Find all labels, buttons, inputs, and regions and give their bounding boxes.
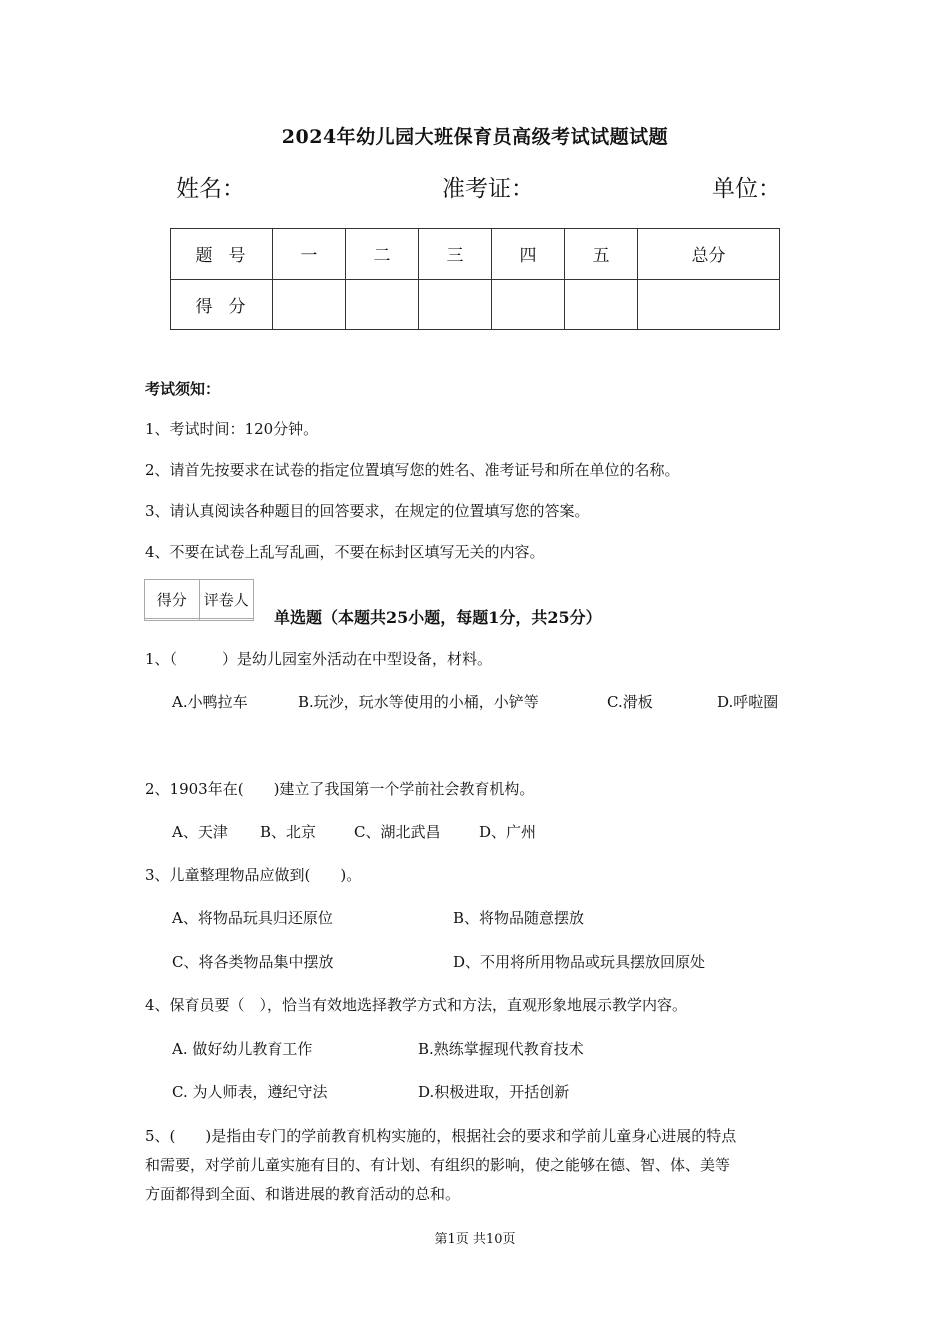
question-3-option-a[interactable]: A、将物品玩具归还原位 — [172, 909, 333, 927]
question-1-option-d[interactable]: D.呼啦圈 — [717, 693, 779, 711]
score-cell[interactable] — [273, 279, 346, 330]
page-footer: 第1页 共10页 — [434, 1232, 516, 1247]
grader-score-label: 得分 — [145, 580, 200, 619]
grader-name-cell[interactable] — [199, 619, 254, 621]
question-2-option-a[interactable]: A、天津 — [172, 823, 228, 841]
notice-item: 1、考试时间：120分钟。 — [145, 420, 319, 438]
question-4-option-c[interactable]: C. 为人师表，遵纪守法 — [172, 1083, 328, 1101]
question-4-stem: 4、保育员要（ ），恰当有效地选择教学方式和方法，直观形象地展示教学内容。 — [145, 996, 688, 1014]
question-3-option-d[interactable]: D、不用将所用物品或玩具摆放回原处 — [453, 953, 706, 971]
question-1-stem: 1、（ ）是幼儿园室外活动在中型设备，材料。 — [145, 650, 493, 668]
grader-name-label: 评卷人 — [199, 580, 254, 619]
notice-item: 2、请首先按要求在试卷的指定位置填写您的姓名、准考证号和所在单位的名称。 — [145, 461, 680, 479]
name-field-label: 姓名： — [176, 176, 245, 202]
score-col-4: 四 — [492, 229, 565, 280]
question-2-option-d[interactable]: D、广州 — [479, 823, 537, 841]
score-table — [170, 228, 780, 330]
notice-item: 4、不要在试卷上乱写乱画，不要在标封区填写无关的内容。 — [145, 543, 545, 561]
unit-field-label: 单位： — [712, 176, 781, 202]
score-col-total: 总分 — [638, 229, 780, 280]
question-1-option-c[interactable]: C.滑板 — [607, 693, 653, 711]
score-cell[interactable] — [565, 279, 638, 330]
score-col-1: 一 — [273, 229, 346, 280]
question-2-option-c[interactable]: C、湖北武昌 — [354, 823, 441, 841]
question-3-option-c[interactable]: C、将各类物品集中摆放 — [172, 953, 334, 971]
score-table-score-row — [171, 279, 780, 330]
score-col-2: 二 — [346, 229, 419, 280]
exam-id-field-label: 准考证： — [442, 176, 534, 202]
grader-box — [144, 579, 254, 621]
grader-score-cell[interactable] — [145, 619, 200, 621]
score-table-header-row — [171, 229, 780, 280]
score-col-5: 五 — [565, 229, 638, 280]
question-1-option-b[interactable]: B.玩沙，玩水等使用的小桶，小铲等 — [298, 693, 539, 711]
question-5-stem-line: 方面都得到全面、和谐进展的教育活动的总和。 — [145, 1185, 461, 1203]
question-4-option-b[interactable]: B.熟练掌握现代教育技术 — [418, 1040, 584, 1058]
score-col-3: 三 — [419, 229, 492, 280]
question-4-option-a[interactable]: A. 做好幼儿教育工作 — [172, 1040, 313, 1058]
question-3-stem: 3、儿童整理物品应做到( )。 — [145, 866, 362, 884]
score-cell-total[interactable] — [638, 279, 780, 330]
score-cell[interactable] — [492, 279, 565, 330]
score-table-score-label: 得分 — [171, 279, 273, 330]
exam-title: 2024年幼儿园大班保育员高级考试试题试题 — [281, 126, 669, 148]
question-5-stem-line: 5、( )是指由专门的学前教育机构实施的，根据社会的要求和学前儿童身心进展的特点 — [145, 1127, 737, 1145]
notice-title: 考试须知： — [145, 380, 221, 398]
question-2-stem: 2、1903年在( )建立了我国第一个学前社会教育机构。 — [145, 780, 535, 798]
section-heading: 单选题（本题共25小题，每题1分，共25分） — [274, 608, 602, 627]
score-cell[interactable] — [419, 279, 492, 330]
notice-item: 3、请认真阅读各种题目的回答要求，在规定的位置填写您的答案。 — [145, 502, 590, 520]
question-1-option-a[interactable]: A.小鸭拉车 — [172, 693, 248, 711]
score-table-row-label: 题号 — [171, 229, 273, 280]
score-cell[interactable] — [346, 279, 419, 330]
question-2-option-b[interactable]: B、北京 — [260, 823, 317, 841]
question-5-stem-line: 和需要，对学前儿童实施有目的、有计划、有组织的影响，使之能够在德、智、体、美等 — [145, 1156, 731, 1174]
question-4-option-d[interactable]: D.积极进取，开括创新 — [418, 1083, 570, 1101]
question-3-option-b[interactable]: B、将物品随意摆放 — [453, 909, 585, 927]
